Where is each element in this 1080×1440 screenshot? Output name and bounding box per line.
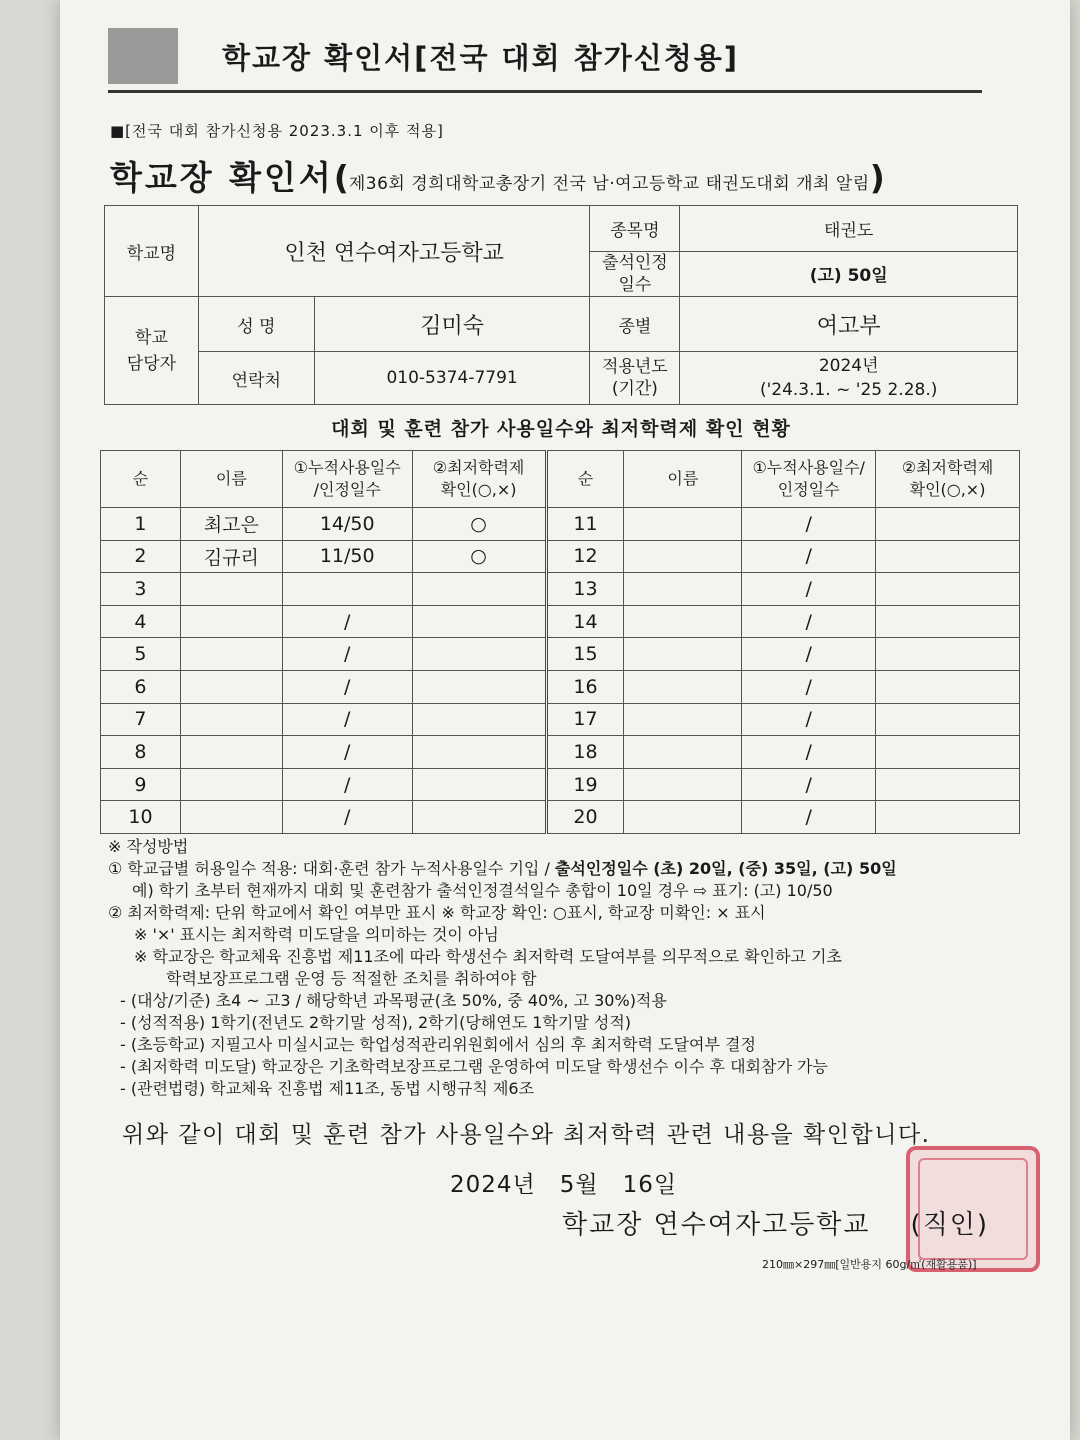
table-row <box>101 703 1020 736</box>
table-row <box>101 768 1020 801</box>
instruction-2: ② 최저학력제: 단위 학교에서 확인 여부만 표시 ※ 학교장 확인: ○표시, 학교장 미확인: × 표시 <box>108 903 766 922</box>
table-cell <box>412 638 546 671</box>
table-cell: / <box>742 736 876 769</box>
table-row <box>101 540 1020 573</box>
table-cell: 김규리 <box>180 540 282 573</box>
top-title: 학교장 확인서[전국 대회 참가신청용] <box>222 41 740 75</box>
table-row <box>101 508 1020 541</box>
rule-law: - (관련법령) 학교체육 진흥법 제11조, 동법 시행규칙 제6조 <box>120 1079 535 1098</box>
instruction-1 <box>108 858 1038 880</box>
table-cell: / <box>282 736 412 769</box>
col-header: ②최저학력제 확인(○,×) <box>876 451 1020 508</box>
main-title-text: 학교장 확인서 <box>110 158 334 197</box>
table-cell <box>180 703 282 736</box>
table-cell <box>624 638 742 671</box>
attendance-label: 출석인정 일수 <box>590 251 680 297</box>
table-cell: / <box>282 670 412 703</box>
records-header-row <box>101 451 1020 508</box>
school-name: 인천 연수여자고등학교 <box>198 206 590 297</box>
table-cell: / <box>742 573 876 606</box>
rule-grades: - (성적적용) 1학기(전년도 2학기말 성적), 2학기(당해연도 1학기말 성적) <box>120 1013 632 1032</box>
table-cell <box>412 605 546 638</box>
date-day: 16일 <box>622 1172 678 1198</box>
table-cell: ○ <box>412 508 546 541</box>
period-value: ('24.3.1. ~ '25 2.28.) <box>759 380 938 400</box>
table-cell: 11 <box>546 508 624 541</box>
seal-label: (직인) <box>910 1210 990 1240</box>
table-cell <box>180 605 282 638</box>
contact-label: 연락처 <box>198 352 314 405</box>
table-cell <box>876 540 1020 573</box>
name-label: 성 명 <box>198 297 314 352</box>
instruction-2-note-2b: 학력보장프로그램 운영 등 적절한 조치를 취하여야 함 <box>166 969 537 988</box>
table-cell: 최고은 <box>180 508 282 541</box>
table-cell <box>624 801 742 834</box>
header-rule <box>108 90 982 93</box>
table-cell <box>624 768 742 801</box>
table-cell: 17 <box>546 703 624 736</box>
rule-unmet: - (최저학력 미도달) 학교장은 기초학력보장프로그램 운영하여 미도달 학생선수 이수 후 대회참가 가능 <box>120 1057 828 1076</box>
confirmation-statement: 위와 같이 대회 및 훈련 참가 사용일수와 최저학력 관련 내용을 확인합니다. <box>122 1122 931 1148</box>
table-cell <box>412 768 546 801</box>
table-cell: / <box>282 768 412 801</box>
table-cell <box>624 540 742 573</box>
table-cell <box>876 801 1020 834</box>
table-cell: 6 <box>101 670 181 703</box>
table-cell: / <box>282 801 412 834</box>
table-row <box>101 670 1020 703</box>
instruction-2-note-2: ※ 학교장은 학교체육 진흥법 제11조에 따라 학생선수 최저학력 도달여부를 의무적으로 확인하고 기초 <box>134 947 842 966</box>
table-cell: 18 <box>546 736 624 769</box>
table-cell <box>180 801 282 834</box>
col-header: ①누적사용일수/ 인정일수 <box>742 451 876 508</box>
table-cell: 2 <box>101 540 181 573</box>
table-cell: 4 <box>101 605 181 638</box>
table-cell: 14/50 <box>282 508 412 541</box>
rule-target: - (대상/기준) 초4 ~ 고3 / 해당학년 과목평균(초 50%, 중 40%, 고 30%)적용 <box>120 991 667 1010</box>
table-cell: / <box>742 801 876 834</box>
table-cell: 10 <box>101 801 181 834</box>
date-month: 5월 <box>559 1172 599 1198</box>
table-cell: 19 <box>546 768 624 801</box>
table-cell: 9 <box>101 768 181 801</box>
table-cell: / <box>742 540 876 573</box>
col-header: ②최저학력제 확인(○,×) <box>412 451 546 508</box>
table-cell <box>180 670 282 703</box>
table-cell: 15 <box>546 638 624 671</box>
table-cell <box>876 736 1020 769</box>
table-cell <box>876 573 1020 606</box>
table-cell: 20 <box>546 801 624 834</box>
records-table <box>100 450 1020 834</box>
table-cell <box>180 638 282 671</box>
table-cell <box>876 508 1020 541</box>
table-cell: 5 <box>101 638 181 671</box>
table-cell <box>412 670 546 703</box>
main-title <box>110 152 885 199</box>
table-cell: / <box>742 670 876 703</box>
table-cell: 16 <box>546 670 624 703</box>
staff-name: 김미숙 <box>314 297 590 352</box>
year-value: 2024년 <box>818 356 879 376</box>
col-header: 이름 <box>180 451 282 508</box>
table-cell <box>624 736 742 769</box>
table-cell: / <box>742 768 876 801</box>
table-row <box>101 638 1020 671</box>
table-cell <box>876 605 1020 638</box>
contact-value: 010-5374-7791 <box>314 352 590 405</box>
header-gray-band <box>108 28 178 84</box>
instructions-heading: ※ 작성방법 <box>108 837 189 856</box>
table-cell <box>180 736 282 769</box>
table-cell: / <box>742 508 876 541</box>
staff-label: 학교 담당자 <box>105 297 199 405</box>
status-title: 대회 및 훈련 참가 사용일수와 최저학력제 확인 현황 <box>331 418 791 440</box>
main-title-subtitle: 제36회 경희대학교총장기 전국 남·여고등학교 태권도대회 개최 알림 <box>348 174 870 194</box>
table-cell <box>412 573 546 606</box>
sport-value: 태권도 <box>680 206 1018 252</box>
notice-line: ■[전국 대회 참가신청용 2023.3.1 이후 적용] <box>110 122 444 140</box>
table-cell: 14 <box>546 605 624 638</box>
col-header: 순 <box>101 451 181 508</box>
rule-elementary: - (초등학교) 지필고사 미실시교는 학업성적관리위원회에서 심의 후 최저학력 도달여부 결정 <box>120 1035 756 1054</box>
division-label: 종별 <box>590 297 680 352</box>
table-cell: 7 <box>101 703 181 736</box>
year-cell <box>680 352 1018 405</box>
paper-spec: 210㎜×297㎜[일반용지 60g/㎡(재활용품)] <box>762 1258 977 1271</box>
table-row <box>101 573 1020 606</box>
close-paren: ) <box>869 158 885 197</box>
instruction-1-text: ① 학교급별 허용일수 적용: 대회·훈련 참가 누적사용일수 기입 / <box>108 859 555 878</box>
year-label: 적용년도 (기간) <box>590 352 680 405</box>
table-cell <box>876 703 1020 736</box>
table-cell: / <box>742 638 876 671</box>
table-row <box>101 801 1020 834</box>
school-label: 학교명 <box>105 206 199 297</box>
info-table <box>104 205 1018 405</box>
sport-label: 종목명 <box>590 206 680 252</box>
instructions <box>108 836 1038 1100</box>
col-header: ①누적사용일수 /인정일수 <box>282 451 412 508</box>
table-cell <box>876 638 1020 671</box>
table-cell: 12 <box>546 540 624 573</box>
table-cell <box>624 508 742 541</box>
table-cell <box>876 768 1020 801</box>
table-cell: 3 <box>101 573 181 606</box>
table-cell: / <box>282 605 412 638</box>
table-cell: 13 <box>546 573 624 606</box>
table-cell <box>282 573 412 606</box>
col-header: 순 <box>546 451 624 508</box>
table-cell: ○ <box>412 540 546 573</box>
table-row <box>101 736 1020 769</box>
table-row <box>101 605 1020 638</box>
open-paren: ( <box>333 158 349 197</box>
table-cell <box>624 573 742 606</box>
table-cell <box>180 768 282 801</box>
table-cell: / <box>742 605 876 638</box>
table-cell <box>180 573 282 606</box>
division-value: 여고부 <box>680 297 1018 352</box>
table-cell: 1 <box>101 508 181 541</box>
table-cell <box>412 703 546 736</box>
col-header: 이름 <box>624 451 742 508</box>
instruction-2-note-1: ※ '×' 표시는 최저학력 미도달을 의미하는 것이 아님 <box>134 925 499 944</box>
table-cell <box>624 605 742 638</box>
instruction-1-example: 예) 학기 초부터 현재까지 대회 및 훈련참가 출석인정결석일수 총합이 10일 경우 ⇨ 표기: (고) 10/50 <box>132 881 833 900</box>
instruction-1-bold: 출석인정일수 (초) 20일, (중) 35일, (고) 50일 <box>554 859 897 878</box>
table-cell <box>876 670 1020 703</box>
table-cell <box>412 801 546 834</box>
attendance-value: (고) 50일 <box>680 251 1018 297</box>
table-cell: 8 <box>101 736 181 769</box>
table-cell: 11/50 <box>282 540 412 573</box>
table-cell <box>624 703 742 736</box>
table-cell <box>624 670 742 703</box>
issue-date <box>450 1166 701 1199</box>
table-cell: / <box>282 638 412 671</box>
signer <box>562 1204 989 1241</box>
signer-name: 학교장 연수여자고등학교 <box>562 1210 871 1240</box>
table-cell: / <box>742 703 876 736</box>
date-year: 2024년 <box>450 1172 536 1198</box>
table-cell: / <box>282 703 412 736</box>
table-cell <box>412 736 546 769</box>
